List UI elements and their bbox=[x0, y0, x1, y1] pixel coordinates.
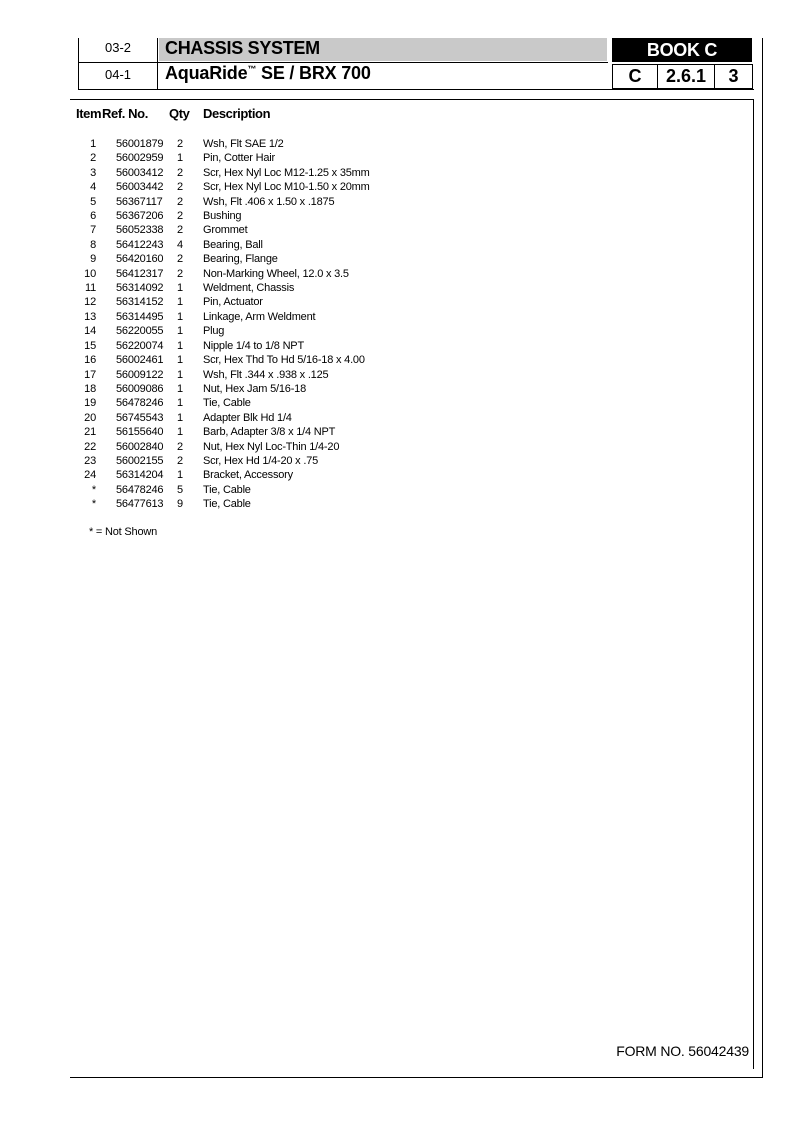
table-row bbox=[0, 382, 793, 396]
table-row bbox=[0, 209, 793, 223]
table-row bbox=[0, 425, 793, 439]
model-variant: SE / BRX 700 bbox=[256, 63, 371, 83]
column-header-description: Description bbox=[203, 106, 271, 121]
revision-code: 04-1 bbox=[104, 67, 132, 82]
quantity: 5 bbox=[177, 483, 183, 496]
table-row bbox=[0, 396, 793, 410]
quantity: 2 bbox=[177, 210, 183, 223]
description: Pin, Cotter Hair bbox=[203, 152, 275, 165]
ref-number: 56412243 bbox=[116, 238, 164, 251]
quantity: 1 bbox=[177, 296, 183, 309]
item-number: 16 bbox=[84, 354, 96, 367]
column-header-ref-no: Ref. No. bbox=[102, 106, 148, 121]
ref-number: 56220074 bbox=[116, 339, 164, 352]
ref-number: 56412317 bbox=[116, 267, 164, 280]
table-row bbox=[0, 252, 793, 266]
table-row bbox=[0, 440, 793, 454]
description: Scr, Hex Hd 1/4-20 x .75 bbox=[203, 454, 319, 467]
revision-code: 03-2 bbox=[104, 40, 132, 55]
item-number: 20 bbox=[84, 411, 96, 424]
table-row bbox=[0, 281, 793, 295]
table-row bbox=[0, 195, 793, 209]
quantity: 1 bbox=[177, 339, 183, 352]
description: Tie, Cable bbox=[203, 483, 251, 496]
table-row bbox=[0, 454, 793, 468]
item-number: 7 bbox=[90, 224, 96, 237]
item-number: 22 bbox=[84, 440, 96, 453]
ref-number: 56314495 bbox=[116, 310, 164, 323]
ref-number: 56420160 bbox=[116, 253, 164, 266]
item-number: 14 bbox=[84, 325, 96, 338]
ref-number: 56220055 bbox=[116, 325, 164, 338]
item-number: 21 bbox=[84, 426, 96, 439]
description: Wsh, Flt .344 x .938 x .125 bbox=[203, 368, 329, 381]
page-bottom-rule bbox=[70, 1077, 763, 1078]
page-reference-box bbox=[612, 64, 753, 89]
item-number: 3 bbox=[90, 166, 96, 179]
description: Scr, Hex Nyl Loc M12-1.25 x 35mm bbox=[203, 166, 370, 179]
item-number: 6 bbox=[90, 210, 96, 223]
description: Scr, Hex Thd To Hd 5/16-18 x 4.00 bbox=[203, 354, 365, 367]
description: Bushing bbox=[203, 210, 242, 223]
not-shown-note: * = Not Shown bbox=[89, 526, 158, 538]
item-number: * bbox=[91, 498, 96, 511]
table-row bbox=[0, 324, 793, 338]
header-revision-divider bbox=[157, 38, 158, 90]
ref-number: 56009086 bbox=[116, 382, 164, 395]
ref-number: 56002155 bbox=[116, 454, 164, 467]
page-number: 3 bbox=[728, 66, 739, 86]
item-number: 2 bbox=[90, 152, 96, 165]
item-number: 17 bbox=[84, 368, 96, 381]
trademark-mark: ™ bbox=[247, 64, 257, 74]
table-row bbox=[0, 497, 793, 511]
item-number: 13 bbox=[84, 310, 96, 323]
item-number: 18 bbox=[84, 382, 96, 395]
item-number: 4 bbox=[90, 181, 96, 194]
quantity: 2 bbox=[177, 195, 183, 208]
description: Tie, Cable bbox=[203, 397, 251, 410]
quantity: 1 bbox=[177, 426, 183, 439]
table-row bbox=[0, 483, 793, 497]
item-number: 9 bbox=[90, 253, 96, 266]
quantity: 1 bbox=[177, 325, 183, 338]
description: Nut, Hex Nyl Loc-Thin 1/4-20 bbox=[203, 440, 340, 453]
description: Non-Marking Wheel, 12.0 x 3.5 bbox=[203, 267, 349, 280]
model-subtitle bbox=[165, 63, 371, 84]
quantity: 2 bbox=[177, 181, 183, 194]
item-number: 24 bbox=[84, 469, 96, 482]
column-header-item: Item bbox=[76, 106, 102, 121]
description: Bracket, Accessory bbox=[203, 469, 293, 482]
ref-number: 56052338 bbox=[116, 224, 164, 237]
quantity: 1 bbox=[177, 469, 183, 482]
ref-number: 56745543 bbox=[116, 411, 164, 424]
table-row bbox=[0, 137, 793, 151]
ref-number: 56002840 bbox=[116, 440, 164, 453]
ref-number: 56001879 bbox=[116, 138, 164, 150]
quantity: 1 bbox=[177, 282, 183, 295]
ref-number: 56002959 bbox=[116, 152, 164, 165]
description: Bearing, Flange bbox=[203, 253, 278, 266]
item-number: 10 bbox=[84, 267, 96, 280]
ref-number: 56003412 bbox=[116, 166, 164, 179]
page-reference: 2.6.1 bbox=[658, 65, 715, 88]
quantity: 1 bbox=[177, 411, 183, 424]
ref-number: 56367117 bbox=[116, 195, 163, 208]
table-row bbox=[0, 223, 793, 237]
ref-number: 56003442 bbox=[116, 181, 164, 194]
ref-number: 56367206 bbox=[116, 210, 164, 223]
item-number: 15 bbox=[84, 339, 96, 352]
item-number: 5 bbox=[90, 195, 96, 208]
description: Scr, Hex Nyl Loc M10-1.50 x 20mm bbox=[203, 181, 370, 194]
quantity: 1 bbox=[177, 368, 183, 381]
description: Wsh, Flt .406 x 1.50 x .1875 bbox=[203, 195, 335, 208]
quantity: 2 bbox=[177, 253, 183, 266]
quantity: 2 bbox=[177, 440, 183, 453]
description: Barb, Adapter 3/8 x 1/4 NPT bbox=[203, 426, 336, 439]
item-number: 8 bbox=[90, 238, 96, 251]
ref-number: 56477613 bbox=[116, 498, 164, 511]
item-number: 11 bbox=[84, 282, 96, 295]
quantity: 2 bbox=[177, 267, 183, 280]
description: Wsh, Flt SAE 1/2 bbox=[203, 138, 284, 150]
book-label: BOOK C bbox=[612, 38, 752, 62]
item-number: 23 bbox=[84, 454, 96, 467]
ref-number: 56009122 bbox=[116, 368, 164, 381]
item-number: 12 bbox=[84, 296, 96, 309]
header-bottom-rule bbox=[78, 89, 754, 90]
description: Weldment, Chassis bbox=[203, 282, 295, 295]
table-row bbox=[0, 339, 793, 353]
table-row bbox=[0, 267, 793, 281]
description: Grommet bbox=[203, 224, 248, 237]
description: Adapter Blk Hd 1/4 bbox=[203, 411, 292, 424]
section-code: C bbox=[613, 65, 658, 88]
description: Nut, Hex Jam 5/16-18 bbox=[203, 382, 306, 395]
ref-number: 56002461 bbox=[116, 354, 164, 367]
quantity: 1 bbox=[177, 310, 183, 323]
description: Tie, Cable bbox=[203, 498, 251, 511]
table-row bbox=[0, 295, 793, 309]
table-row bbox=[0, 238, 793, 252]
quantity: 1 bbox=[177, 354, 183, 367]
quantity: 1 bbox=[177, 382, 183, 395]
page-title: CHASSIS SYSTEM bbox=[165, 38, 320, 58]
model-name: AquaRide bbox=[165, 63, 248, 83]
quantity: 1 bbox=[177, 397, 183, 410]
ref-number: 56478246 bbox=[116, 397, 164, 410]
table-row bbox=[0, 166, 793, 180]
quantity: 4 bbox=[177, 238, 183, 251]
item-number: 19 bbox=[84, 397, 96, 410]
table-row bbox=[0, 368, 793, 382]
table-row bbox=[0, 468, 793, 482]
table-row bbox=[0, 411, 793, 425]
description: Pin, Actuator bbox=[203, 296, 263, 309]
ref-number: 56155640 bbox=[116, 426, 164, 439]
ref-number: 56314204 bbox=[116, 469, 164, 482]
table-row bbox=[0, 353, 793, 367]
description: Linkage, Arm Weldment bbox=[203, 310, 316, 323]
parts-list bbox=[0, 137, 793, 512]
form-number: FORM NO. 56042439 bbox=[616, 1043, 749, 1059]
table-row bbox=[0, 310, 793, 324]
quantity: 9 bbox=[177, 498, 183, 511]
ref-number: 56314152 bbox=[116, 296, 164, 309]
table-row bbox=[0, 180, 793, 194]
description: Nipple 1/4 to 1/8 NPT bbox=[203, 339, 304, 352]
description: Plug bbox=[203, 325, 225, 338]
ref-number: 56478246 bbox=[116, 483, 164, 496]
table-row bbox=[0, 151, 793, 165]
item-number: * bbox=[91, 483, 96, 496]
item-number: 1 bbox=[90, 138, 96, 150]
quantity: 1 bbox=[177, 152, 183, 165]
ref-number: 56314092 bbox=[116, 282, 164, 295]
quantity: 2 bbox=[177, 138, 183, 150]
quantity: 2 bbox=[177, 166, 183, 179]
quantity: 2 bbox=[177, 224, 183, 237]
quantity: 2 bbox=[177, 454, 183, 467]
column-header-qty: Qty bbox=[169, 106, 190, 121]
description: Bearing, Ball bbox=[203, 238, 263, 251]
